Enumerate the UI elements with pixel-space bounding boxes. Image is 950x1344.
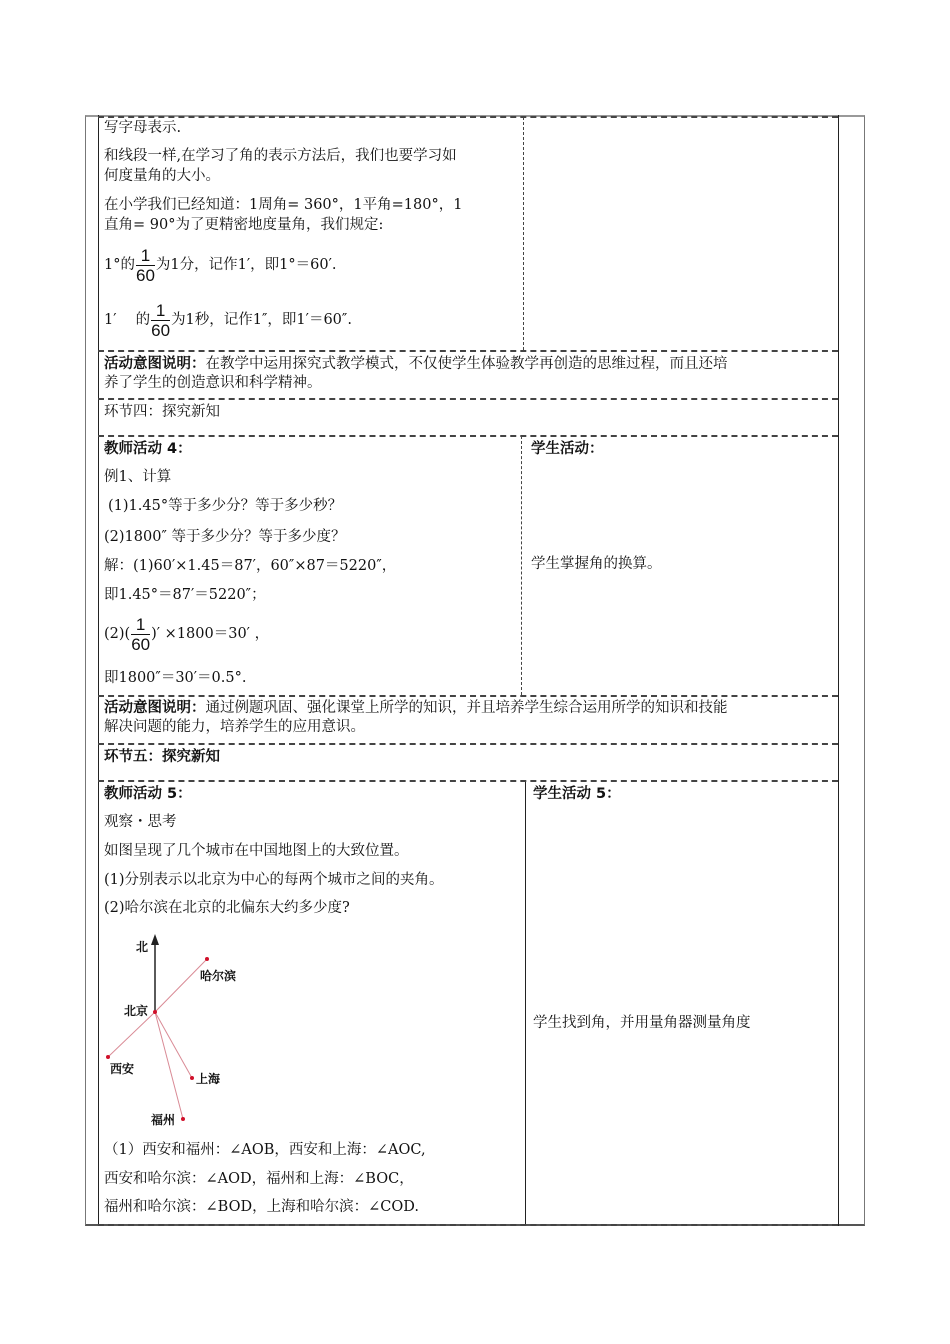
label-fuzhou: 福州 xyxy=(151,1113,176,1127)
dot-beijing xyxy=(153,1010,157,1014)
answer-line: 西安和哈尔滨：∠AOD，福州和上海：∠BOC， xyxy=(104,1171,414,1187)
formula-text: )′ ×1800＝30′ ， xyxy=(151,626,270,642)
formula-text: 1°的 xyxy=(104,257,135,273)
answer-line: 福州和哈尔滨：∠BOD，上海和哈尔滨：∠COD. xyxy=(104,1199,419,1215)
text-line: (1)1.45°等于多少分？等于多少秒？ xyxy=(108,498,343,514)
line-fuzhou xyxy=(155,1012,183,1119)
label-xian: 西安 xyxy=(110,1062,135,1076)
intent-label: 活动意图说明： xyxy=(104,356,206,372)
dot-xian xyxy=(106,1055,110,1059)
denominator: 60 xyxy=(151,320,171,340)
formula-text: 为1秒，记作1″，即1′＝60″. xyxy=(171,312,352,328)
text-line: 何度量角的大小。 xyxy=(104,168,220,184)
section-heading: 环节四：探究新知 xyxy=(104,404,220,420)
numerator: 1 xyxy=(131,615,150,635)
text-line: 观察・思考 xyxy=(104,814,177,830)
intent-text: 养了学生的创造意识和科学精神。 xyxy=(104,375,322,391)
intent-text: 通过例题巩固、强化课堂上所学的知识，并且培养学生综合运用所学的知识和技能 xyxy=(205,700,728,716)
numerator: 1 xyxy=(151,301,170,321)
dot-fuzhou xyxy=(181,1117,185,1121)
denominator: 60 xyxy=(135,265,155,285)
north-arrow-head-icon xyxy=(151,934,159,945)
teacher-activity-title: 教师活动 5： xyxy=(104,786,192,802)
dot-shanghai xyxy=(190,1076,194,1080)
student-activity-title: 学生活动 5： xyxy=(533,786,621,802)
intent-text: 在教学中运用探究式教学模式，不仅使学生体验教学再创造的思维过程，而且还培 xyxy=(205,356,728,372)
student-activity-text: 学生掌握角的换算。 xyxy=(531,556,662,572)
student-activity-text: 学生找到角，并用量角器测量角度 xyxy=(533,1015,751,1031)
denominator: 60 xyxy=(131,634,151,654)
label-harbin: 哈尔滨 xyxy=(200,969,237,983)
formula-text: 为1分，记作1′，即1°＝60′. xyxy=(155,257,337,273)
intent-text: 解决问题的能力，培养学生的应用意识。 xyxy=(104,719,365,735)
text-line: (2)1800″ 等于多少分？等于多少度？ xyxy=(104,529,346,545)
text-line: 直角= 90°为了更精密地度量角，我们规定: xyxy=(104,217,384,233)
dot-harbin xyxy=(205,957,209,961)
answer-line: （1）西安和福州：∠AOB，西安和上海：∠AOC, xyxy=(104,1142,426,1158)
text-line: 写字母表示. xyxy=(104,120,182,136)
numerator: 1 xyxy=(136,246,155,266)
text-line: (2)哈尔滨在北京的北偏东大约多少度? xyxy=(104,900,350,916)
intent-label: 活动意图说明： xyxy=(104,700,206,716)
text-line: 即1.45°＝87′＝5220″； xyxy=(104,587,266,603)
teacher-activity-title: 教师活动 4： xyxy=(104,441,192,457)
section-heading: 环节五：探究新知 xyxy=(104,749,220,765)
text-line: 即1800″＝30′＝0.5°. xyxy=(104,670,247,686)
label-beijing: 北京 xyxy=(124,1004,149,1018)
text-line: 如图呈现了几个城市在中国地图上的大致位置。 xyxy=(104,843,409,859)
label-shanghai: 上海 xyxy=(196,1072,221,1086)
formula-text: (2)( xyxy=(104,626,131,642)
text-line: 例1、计算 xyxy=(104,469,172,485)
line-shanghai xyxy=(155,1012,192,1078)
text-line: 解：(1)60′×1.45＝87′，60″×87＝5220″， xyxy=(104,558,397,574)
student-activity-title: 学生活动： xyxy=(531,441,604,457)
text-line: 在小学我们已经知道：1周角= 360°，1平角=180°，1 xyxy=(104,197,463,213)
text-line: (1)分别表示以北京为中心的每两个城市之间的夹角。 xyxy=(104,872,444,888)
text-line: 和线段一样,在学习了角的表示方法后，我们也要学习如 xyxy=(104,148,457,164)
formula-text: 1′ 的 xyxy=(104,312,151,328)
label-north: 北 xyxy=(136,940,149,954)
